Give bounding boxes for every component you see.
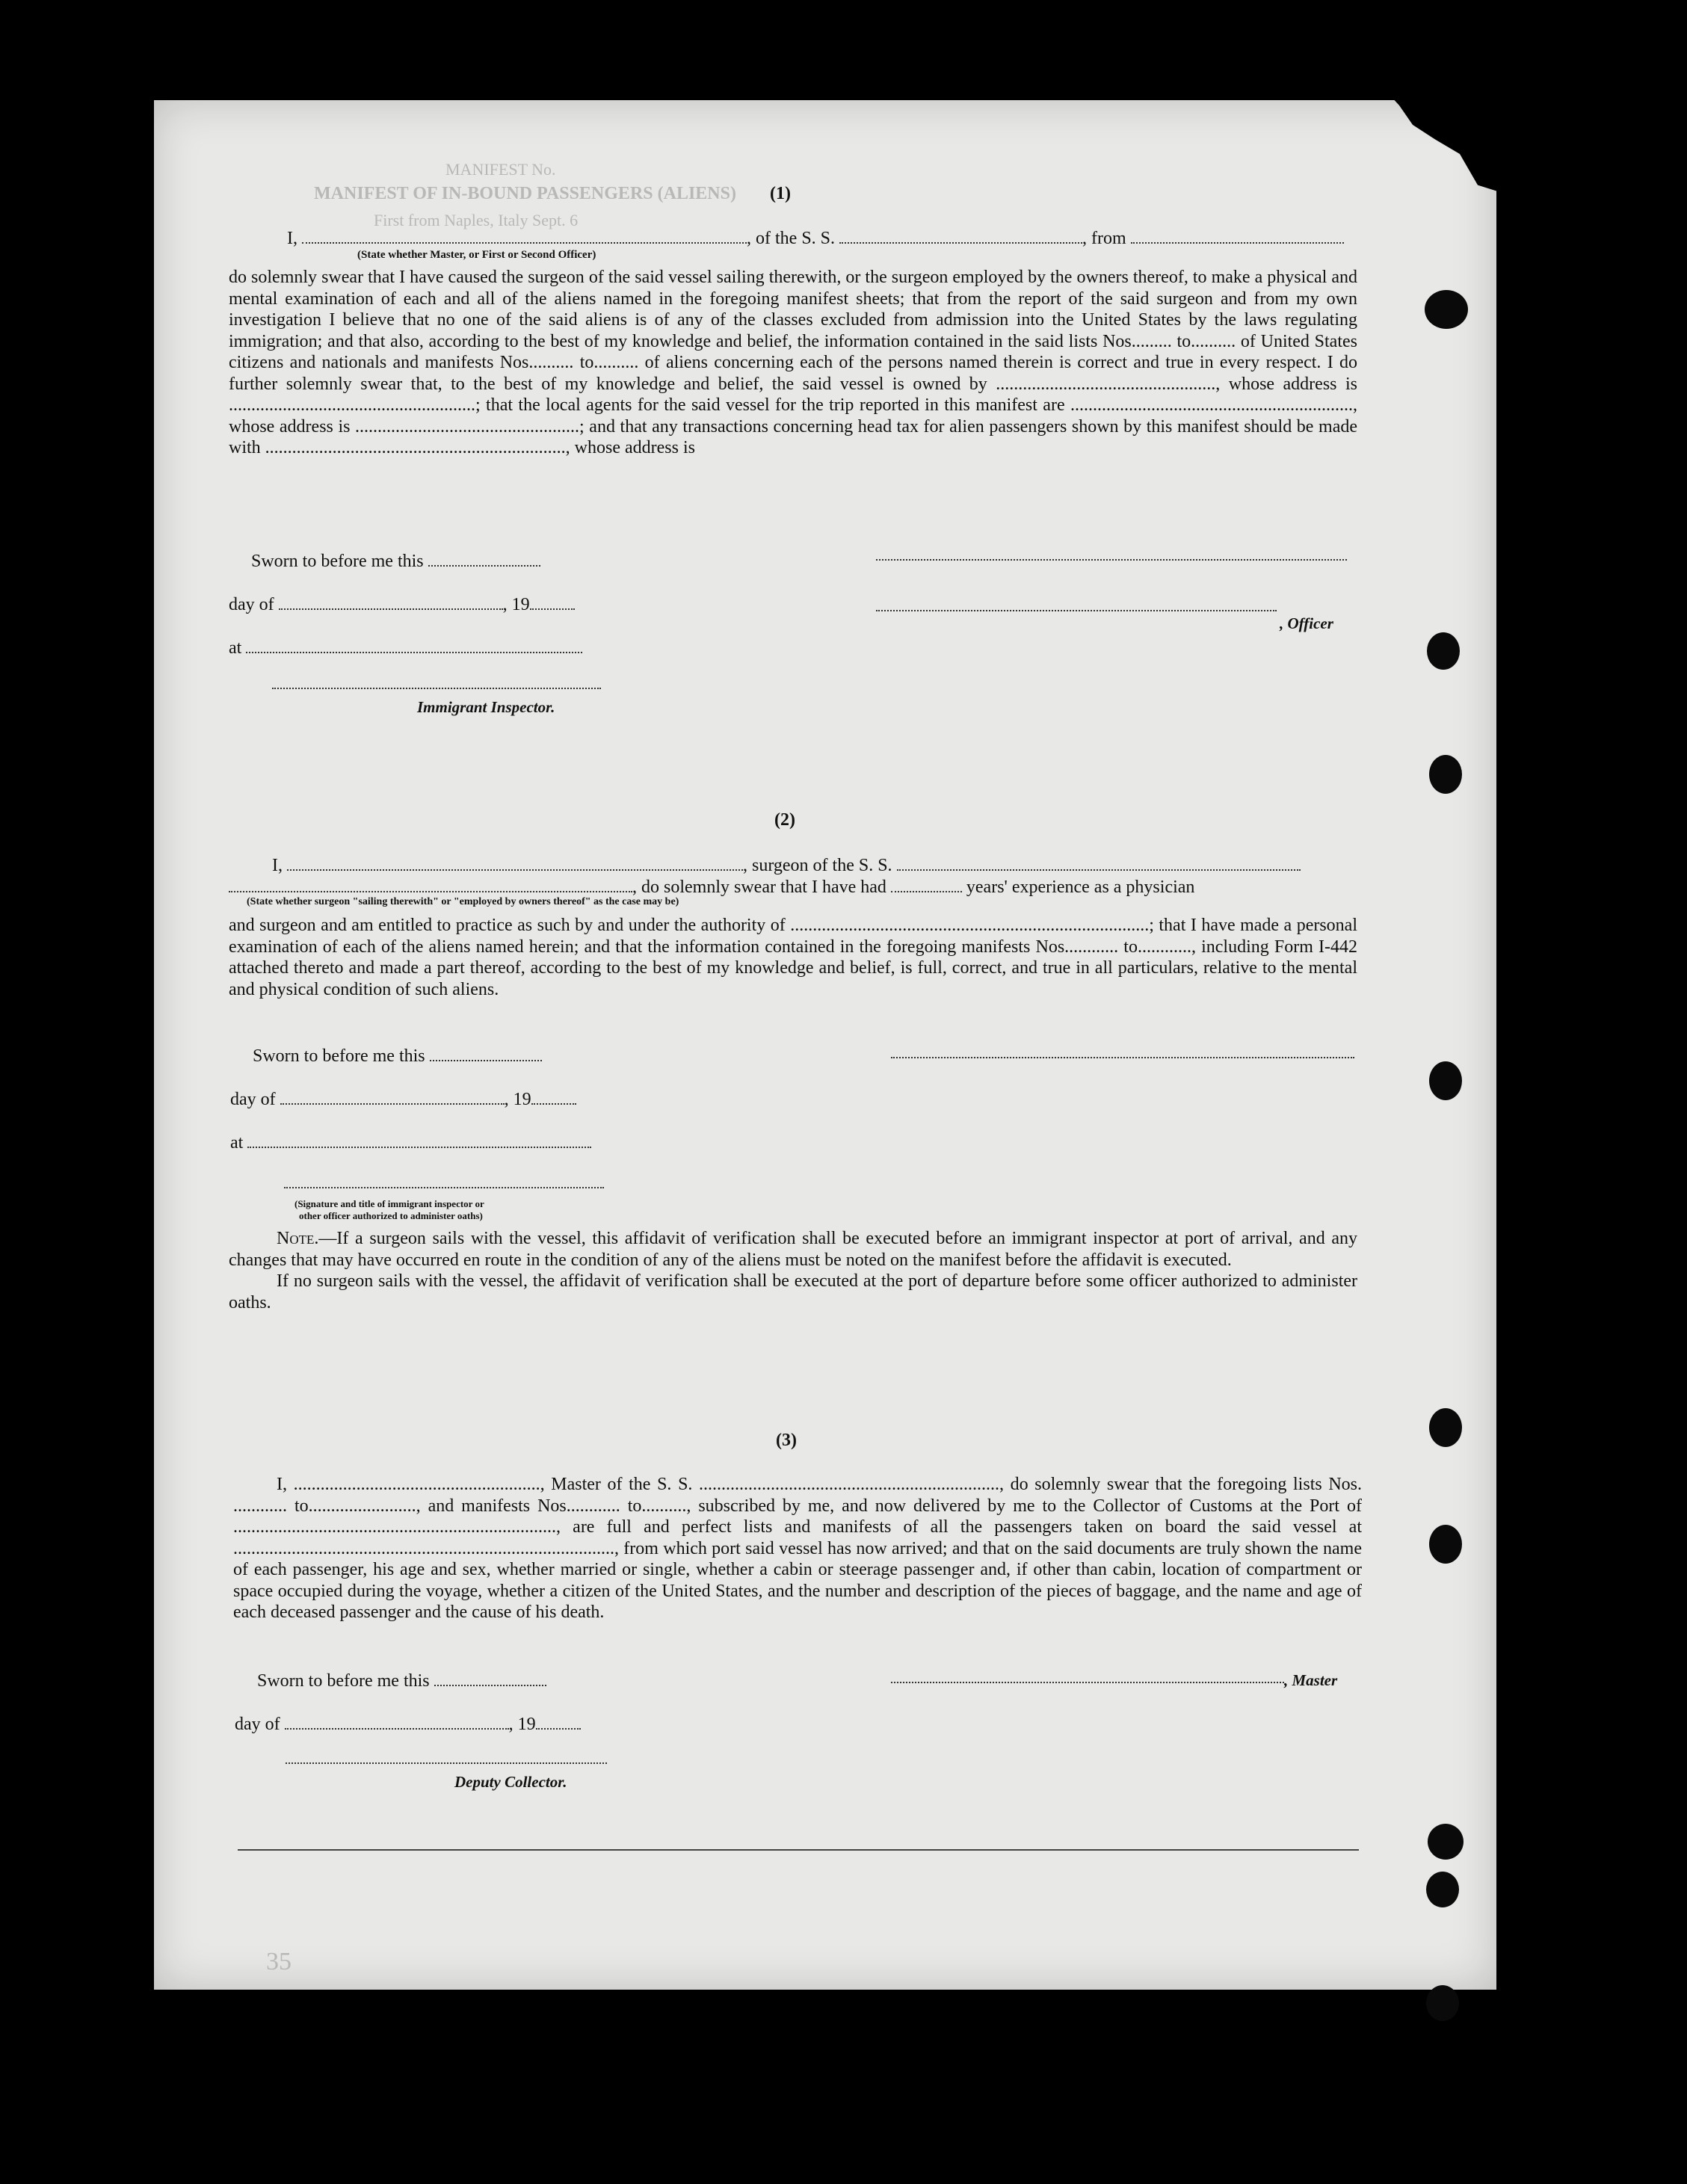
- binder-hole: [1426, 1872, 1459, 1907]
- sec2-note: [229, 1228, 1357, 1313]
- section-3-number: (3): [776, 1431, 797, 1450]
- sec2-inspector-signature: [284, 1187, 604, 1188]
- bottom-rule: [238, 1849, 1359, 1851]
- sec1-inspector-label: Immigrant Inspector.: [417, 698, 555, 716]
- sec2-surgeon-signature: [891, 1057, 1354, 1058]
- sec1-at: at: [229, 637, 582, 658]
- section-1-number: (1): [770, 184, 791, 203]
- section-2-number: (2): [774, 810, 795, 830]
- page-number: 35: [266, 1948, 292, 1975]
- sec1-day-of: day of , 19: [229, 593, 575, 615]
- sec1-master-line: I, , of the S. S. , from: [287, 227, 1344, 249]
- sec1-officer-label: , Officer: [1280, 614, 1333, 632]
- sec1-officer-signature: [876, 610, 1277, 611]
- sec2-experience-line: , do solemnly swear that I have had years' experience as a physician: [229, 876, 1194, 898]
- binder-hole: [1429, 1525, 1462, 1564]
- binder-hole: [1428, 1824, 1464, 1860]
- sec2-sig-caption-2: other officer authorized to administer oaths): [299, 1210, 483, 1221]
- sec2-caption: (State whether surgeon "sailing therewith" or "employed by owners thereof" as the case may be): [247, 896, 679, 907]
- binder-hole: [1425, 290, 1468, 329]
- sec2-sig-caption-1: (Signature and title of immigrant inspector or: [294, 1198, 484, 1209]
- sec1-oath-text: do solemnly swear that I have caused the surgeon of the said vessel sailing therewith, or the surgeon employed by the owners thereof, to make a physical and mental examination of each and all of the aliens named in the foregoing manifest sheets; that from the report of the said surgeon and from my own investigation I believe that no one of the said aliens is of any of the classes excluded from admission into the United States by the laws regulating immigration; and that also, according to the best of my knowledge and belief, the information contained in the said lists Nos......... to.......... of United States citizens and nationals and manifests Nos.......... to.......... of aliens concerning each of the persons named therein is correct and true in every respect. I do further solemnly swear that, to the best of my knowledge and belief, the said vessel is owned by ................................................., whose address is .......................................................; that the local agents for the said vessel for the trip reported in this manifest are ..............................................................., whose address is ..................................................; and that any transactions concerning head tax for alien passengers shown by this manifest should be made with ..................................................................., whose address is: [229, 268, 1357, 457]
- sec2-body: [229, 915, 1357, 1000]
- sec3-day-of: day of , 19: [235, 1713, 581, 1735]
- sec2-day-of: day of , 19: [230, 1088, 576, 1110]
- note-text-2: If no surgeon sails with the vessel, the affidavit of verification shall be executed at the port of departure before some officer authorized to administer oaths.: [229, 1271, 1357, 1312]
- bleed-route: First from Naples, Italy Sept. 6: [374, 211, 579, 229]
- bleed-manifest-no: MANIFEST No.: [445, 160, 556, 179]
- bleed-title: MANIFEST OF IN-BOUND PASSENGERS (ALIENS): [314, 184, 736, 203]
- sec2-at: at: [230, 1132, 591, 1153]
- sec1-body: [229, 267, 1357, 459]
- binder-hole: [1427, 632, 1460, 670]
- sec1-caption: (State whether Master, or First or Second Officer): [357, 249, 596, 261]
- sec2-surgeon-line: I, , surgeon of the S. S.: [272, 854, 1301, 876]
- sec1-top-signature: [876, 559, 1347, 561]
- note-text-1: —If a surgeon sails with the vessel, this affidavit of verification shall be executed before an immigrant inspector at port of arrival, and any changes that may have occurred en route in the condition of any of the aliens must be noted on the manifest before the affidavit is executed.: [229, 1229, 1357, 1270]
- sec3-master-label: , Master: [1284, 1671, 1338, 1689]
- note-label: Note.: [277, 1229, 319, 1248]
- binder-hole: [1426, 1985, 1459, 2021]
- sec2-oath-text: and surgeon and am entitled to practice as such by and under the authority of ................................................................................; that I have made a personal examination of each of the aliens named herein; and that the information contained in the foregoing manifests Nos............ to............, including Form I-442 attached thereto and made a part thereof, according to the best of my knowledge and belief, is full, correct, and true in all particulars, relative to the mental and physical condition of such aliens.: [229, 916, 1357, 999]
- sec3-master-signature: [891, 1682, 1284, 1683]
- sec3-body: [233, 1474, 1362, 1623]
- sec3-collector-signature: [286, 1762, 607, 1764]
- sec3-sworn: Sworn to before me this: [257, 1670, 546, 1691]
- binder-hole: [1429, 755, 1462, 794]
- sec2-sworn: Sworn to before me this: [253, 1045, 542, 1067]
- sec3-collector-label: Deputy Collector.: [454, 1773, 567, 1791]
- sec1-sworn: Sworn to before me this: [251, 550, 540, 572]
- sec1-inspector-signature: [272, 688, 601, 689]
- sec3-oath-text: I, ......................................................., Master of the S. S. ..................................................................., do solemnly swear that the foregoing lists Nos. ............ to........................, and manifests Nos............ to.........., subscribed by me, and now delivered by me to the Collector of Customs at the Port of ........................................................................, are full and perfect lists and manifests of all the passengers taken on board the said vessel at ....................................................................................., from which port said vessel has now arrived; and that on the said documents are truly shown the name of each passenger, his age and sex, whether married or single, whether a cabin or steerage passenger and, if other than cabin, location of compartment or space occupied during the voyage, whether a citizen of the United States, and the number and description of the pieces of baggage, and the name and age of each deceased passenger and the cause of his death.: [233, 1475, 1362, 1622]
- binder-hole: [1429, 1061, 1462, 1100]
- binder-hole: [1429, 1408, 1462, 1447]
